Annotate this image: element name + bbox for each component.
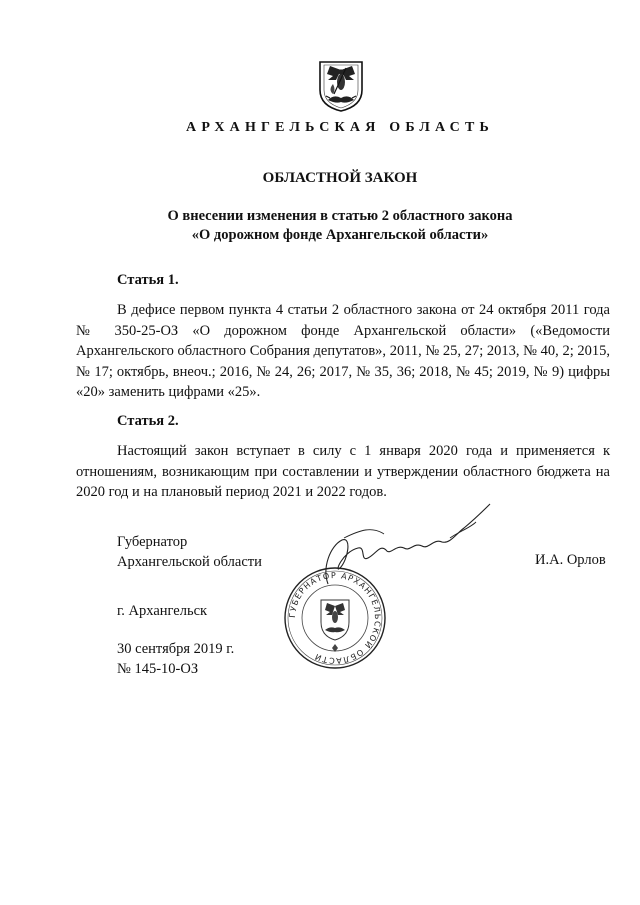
signing-date: 30 сентября 2019 г.: [117, 641, 235, 657]
law-title-line: О внесении изменения в статью 2 областного закона: [167, 208, 513, 224]
article-2-heading: Статья 2.: [117, 413, 179, 429]
date-and-number: [117, 639, 234, 679]
article-1-text: В дефисе первом пункта 4 статьи 2 областного закона от 24 октября 2011 года № 350-25-ОЗ «О дорожном фонде Архангельской области» («Ведомости Архангельского областного Собрания депутатов», 2011, № 25, 27; 2013, № 40, 2; 2015, № 17; октябрь, внеоч.; 2016, № 24, 26; 2017, № 35, 36; 2018, № 45; 2019, № 9) цифры «20» заменить цифрами «25».: [76, 302, 610, 400]
law-title: [0, 207, 640, 245]
article-1-heading: Статья 1.: [117, 272, 179, 288]
signatory-position-line: Губернатор: [117, 534, 188, 550]
coat-of-arms-icon: [316, 60, 366, 112]
law-title-line: «О дорожном фонде Архангельской области»: [191, 227, 489, 243]
law-type: ОБЛАСТНОЙ ЗАКОН: [262, 170, 418, 186]
signatory-name: И.А. Орлов: [535, 552, 606, 568]
svg-text:ГУБЕРНАТОР АРХАНГЕЛЬСКОЙ ОБЛАС: ГУБЕРНАТОР АРХАНГЕЛЬСКОЙ ОБЛАСТИ: [287, 570, 383, 666]
signatory-position-line: Архангельской области: [117, 554, 262, 570]
handwritten-signature: [300, 498, 500, 598]
law-number: № 145-10-ОЗ: [117, 661, 199, 677]
city: г. Архангельск: [117, 603, 208, 619]
article-2-text: Настоящий закон вступает в силу с 1 января 2020 года и применяется к отношениям, возникающим при составлении и утверждении областного бюджета на 2020 год и на плановый период 2021 и 2022 годов.: [76, 443, 610, 500]
region-name: АРХАНГЕЛЬСКАЯ ОБЛАСТЬ: [186, 120, 494, 135]
signatory-position: [117, 532, 262, 572]
